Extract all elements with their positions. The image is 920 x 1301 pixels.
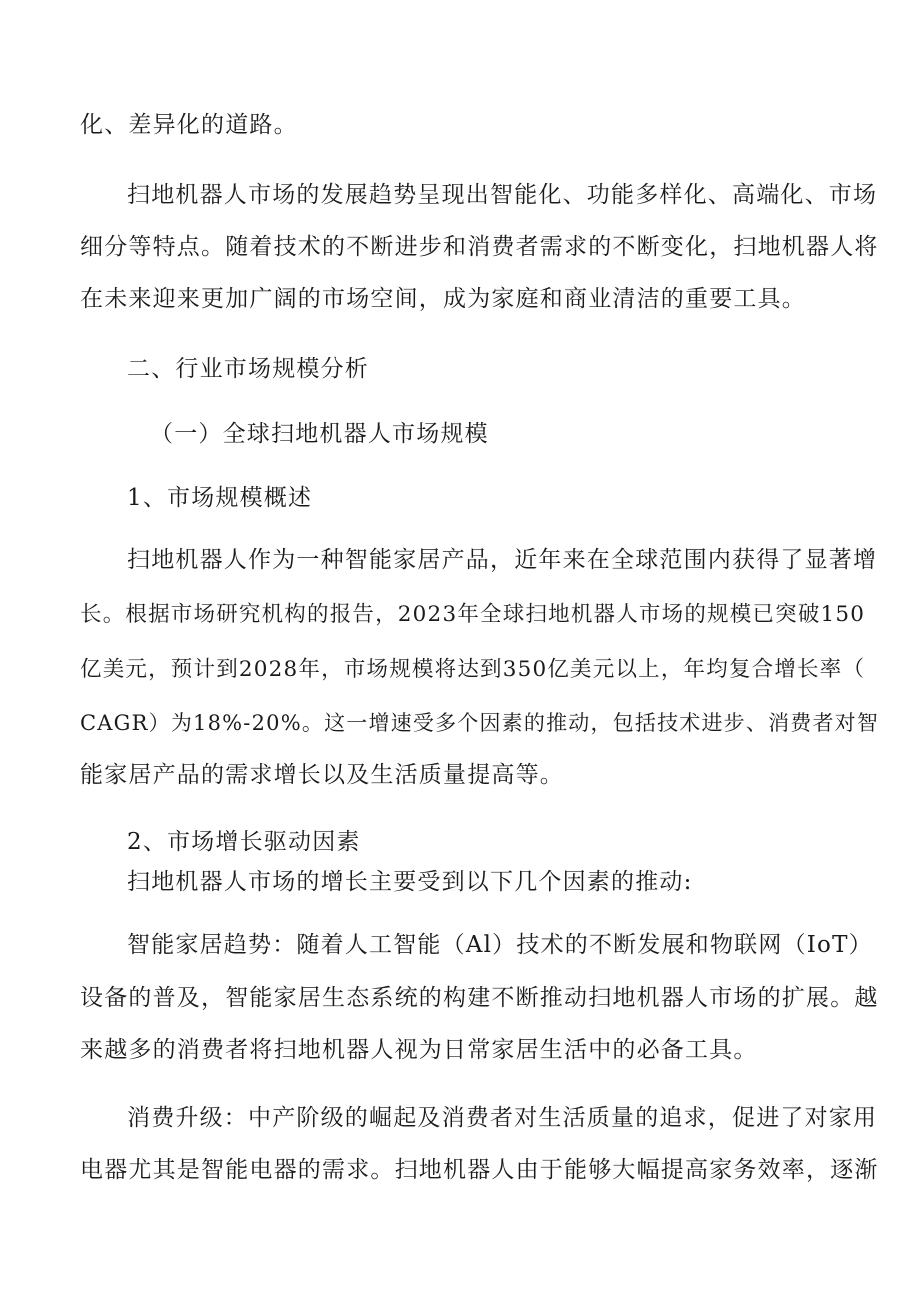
paragraph-line: 长。根据市场研究机构的报告，2023年全球扫地机器人市场的规模已突破150 [80,602,866,627]
paragraph-line: 电器尤其是智能电器的需求。扫地机器人由于能够大幅提高家务效率，逐渐 [80,1157,879,1183]
paragraph-line: 扫地机器人市场的发展趋势呈现出智能化、功能多样化、高端化、市场 [127,182,878,208]
paragraph-line: 来越多的消费者将扫地机器人视为日常家居生活中的必备工具。 [80,1037,758,1063]
paragraph-line: 设备的普及，智能家居生态系统的构建不断推动扫地机器人市场的扩展。越 [80,985,879,1011]
paragraph-line: CAGR）为18%-20%。这一增速受多个因素的推动，包括技术进步、消费者对智 [80,711,880,735]
paragraph-line: 消费升级：中产阶级的崛起及消费者对生活质量的追求，促进了对家用 [127,1105,878,1131]
paragraph-line: 化、差异化的道路。 [80,112,298,138]
paragraph-line: 智能家居趋势：随着人工智能（Al）技术的不断发展和物联网（IoT） [127,932,873,958]
paragraph-line: 在未来迎来更加广阔的市场空间，成为家庭和商业清洁的重要工具。 [80,286,806,312]
section-heading: 二、行业市场规模分析 [127,356,369,382]
paragraph-line: 扫地机器人作为一种智能家居产品，近年来在全球范围内获得了显著增 [127,547,878,573]
paragraph-line: 扫地机器人市场的增长主要受到以下几个因素的推动: [127,869,693,895]
paragraph-line: 能家居产品的需求增长以及生活质量提高等。 [80,762,564,788]
item-heading: 2、市场增长驱动因素 [127,829,361,855]
subsection-heading: （一）全球扫地机器人市场规模 [150,421,489,447]
paragraph-line: 细分等特点。随着技术的不断进步和消费者需求的不断变化，扫地机器人将 [80,234,879,260]
paragraph-line: 亿美元，预计到2028年，市场规模将达到350亿美元以上，年均复合增长率（ [80,657,866,682]
item-heading: 1、市场规模概述 [127,485,313,511]
